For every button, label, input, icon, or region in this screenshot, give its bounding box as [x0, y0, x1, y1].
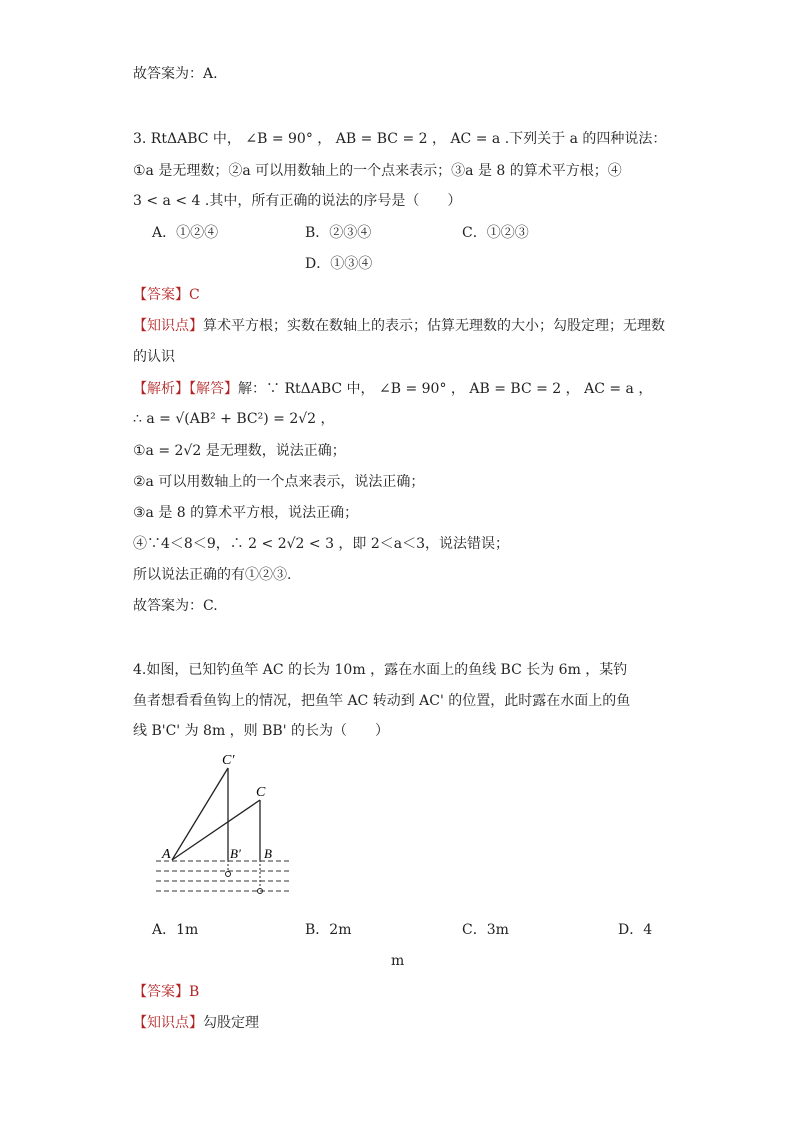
q3-analysis-line-7: 所以说法正确的有①②③.	[133, 567, 292, 583]
q4-option-a: A．1m	[152, 922, 199, 938]
q3-option-a: A．①②④	[152, 225, 219, 241]
label-a: A	[162, 847, 171, 862]
q3-analysis-line-2: ∴ a = √(AB² + BC²) = 2√2 ，	[133, 411, 335, 427]
label-c: C	[256, 785, 266, 800]
q3-final-answer: 故答案为：C.	[133, 598, 218, 614]
knowledge-tag: 【知识点】	[133, 318, 203, 334]
rod-ac	[172, 800, 260, 860]
fishing-rod-figure	[150, 748, 310, 908]
analysis-tag: 【解析】【解答】	[133, 381, 238, 397]
q4-option-d: D．4	[618, 922, 653, 938]
knowledge-text: 勾股定理	[203, 1015, 259, 1031]
q4-option-c: C．3m	[462, 922, 509, 938]
answer-tag: 【答案】	[133, 287, 189, 303]
q3-option-d: D．①③④	[305, 256, 373, 272]
label-b-prime: B′	[230, 846, 241, 861]
label-c-prime: C′	[222, 753, 235, 768]
hook-icon	[226, 872, 231, 877]
previous-answer-line: 故答案为：A.	[133, 66, 218, 82]
rod-ac-prime	[172, 768, 228, 860]
q3-analysis-line-5: ③a 是 8 的算术平方根，说法正确；	[133, 505, 359, 521]
q4-knowledge	[133, 1013, 259, 1033]
knowledge-text: 算术平方根；实数在数轴上的表示；估算无理数的大小；勾股定理；无理数	[203, 318, 665, 334]
q3-knowledge	[133, 316, 665, 336]
q3-analysis-line-4: ②a 可以用数轴上的一个点来表示，说法正确；	[133, 474, 425, 490]
q3-analysis-line-1	[133, 379, 652, 399]
q4-option-d-unit: m	[391, 953, 405, 969]
answer-value: B	[189, 984, 200, 1000]
q3-answer	[133, 285, 200, 305]
q4-stem-line-2: 鱼者想看看鱼钩上的情况，把鱼竿 AC 转动到 AC' 的位置，此时露在水面上的鱼	[133, 693, 631, 709]
q3-stem-line-3: 3 < a < 4 .其中，所有正确的说法的序号是（ ）	[133, 193, 462, 209]
q3-stem-line-1: 3. RtΔABC 中， ∠B = 90° ， AB = BC = 2 ， AC = a .下列关于 a 的四种说法：	[133, 131, 667, 147]
q3-option-c: C．①②③	[462, 225, 529, 241]
q3-stem-line-2: ①a 是无理数；②a 可以用数轴上的一个点来表示；③a 是 8 的算术平方根；④	[133, 163, 622, 179]
q3-option-b: B．②③④	[305, 225, 372, 241]
q4-stem-line-3: 线 B'C' 为 8m ，则 BB' 的长为（ ）	[133, 723, 390, 739]
q3-analysis-line-3: ①a = 2√2 是无理数，说法正确；	[133, 443, 346, 459]
label-b: B	[264, 846, 272, 861]
answer-tag: 【答案】	[133, 984, 189, 1000]
answer-value: C	[189, 287, 200, 303]
q4-stem-line-1: 4.如图，已知钓鱼竿 AC 的长为 10m ，露在水面上的鱼线 BC 长为 6m ，某钓	[133, 662, 628, 678]
q4-option-b: B．2m	[305, 922, 352, 938]
q3-analysis-line-6: ④∵4＜8＜9，∴ 2 < 2√2 < 3 ，即 2＜a＜3，说法错误；	[133, 536, 510, 552]
analysis-text: 解：∵ RtΔABC 中， ∠B = 90° ， AB = BC = 2 ， AC = a ，	[238, 381, 653, 397]
knowledge-tag: 【知识点】	[133, 1015, 203, 1031]
q3-knowledge-line-2: 的认识	[133, 349, 175, 365]
q4-answer	[133, 982, 199, 1002]
